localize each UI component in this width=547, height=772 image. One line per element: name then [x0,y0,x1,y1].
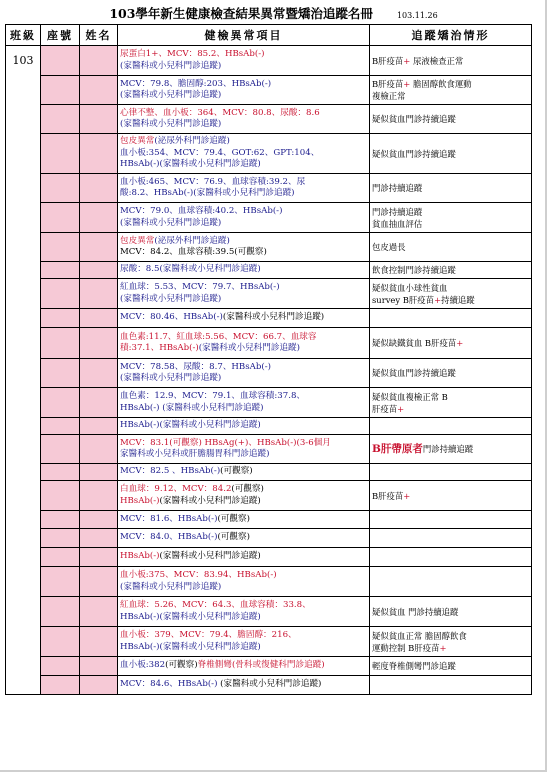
item-line [120,391,367,403]
tracking-cell [370,548,532,567]
item-text: HBsAb(-)(家醫科或小兒科門診追蹤) [120,420,261,431]
item-line [120,403,367,415]
abnormal-items-cell [118,328,370,359]
item-text: 血色素：12.9、MCV：79.1、血球容積:37.8、 [120,391,306,401]
tracking-text: 包皮過長 [372,242,406,252]
item-line [120,532,367,544]
item-line [120,294,367,306]
document-date: 103.11.26 [396,11,438,20]
table-row [6,309,532,328]
tracking-line [372,206,529,218]
tracking-text: 疑似貧血複檢正常 B [372,391,448,402]
abnormal-items-cell [118,262,370,279]
item-text: MCV：84.0、HBsAb(-) [120,532,218,543]
seat-cell-redacted [41,627,80,657]
abnormal-items-cell [118,464,370,481]
tracking-text: 疑似貧血 門診持續追蹤 [372,606,459,617]
seat-cell-redacted [41,105,80,134]
table-row [6,529,532,548]
item-line [120,612,367,624]
tracking-cell [370,481,532,511]
item-text: MCV：82.5 、HBsAb(-) [120,466,221,477]
table-row [6,481,532,511]
item-text: (家醫科或小兒科門診追蹤) [120,60,222,71]
followup-table [5,24,532,695]
tracking-cell [370,597,532,627]
table-row [6,105,532,134]
col-header-seat: 座號 [41,25,80,46]
tracking-cell [370,134,532,174]
table-row [6,134,532,174]
document-title [0,4,547,22]
name-cell-redacted [80,233,118,262]
seat-cell-redacted [41,657,80,676]
item-text: HBsAb(-)(家醫科或小兒科門診追蹤) [120,159,261,170]
tracking-line [372,113,529,125]
item-text: HBsAb(-)(家醫科或小兒科門診追蹤) [120,641,261,652]
item-text: (泌尿外科門診追蹤) [154,235,230,246]
tracking-text: + [403,490,411,501]
item-text: HBsAb(-)(家醫科或小兒科門診追蹤) [120,611,261,622]
tracking-line [372,630,529,642]
name-cell-redacted [80,359,118,388]
item-text: MCV：81.6、HBsAb(-) [120,513,218,524]
tracking-text: 複檢正常 [372,91,406,101]
seat-cell-redacted [41,174,80,203]
abnormal-items-cell [118,233,370,262]
tracking-cell [370,464,532,481]
item-text: 包皮異常 [120,136,155,147]
abnormal-items-cell [118,548,370,567]
tracking-cell [370,76,532,105]
item-line [120,218,367,230]
item-line [120,679,367,691]
seat-cell-redacted [41,328,80,359]
seat-cell-redacted [41,435,80,464]
abnormal-items-cell [118,309,370,328]
seat-cell-redacted [41,76,80,105]
item-text: MCV：80.46、HBsAb(-) [120,312,223,323]
abnormal-items-cell [118,279,370,309]
item-line [120,136,367,148]
seat-cell-redacted [41,418,80,435]
tracking-text: + [456,338,464,348]
tracking-text: 飲食控制門診持續追蹤 [372,265,456,275]
tracking-line [372,367,529,379]
abnormal-items-cell [118,359,370,388]
item-text: (家醫科或小兒科門診追蹤) [159,551,261,562]
tracking-cell [370,627,532,657]
item-line [120,332,367,344]
item-text: 紅血球：5.26、MCV：64.3、血球容積：33.8、 [120,600,311,610]
name-cell-redacted [80,435,118,464]
item-line [120,236,367,248]
abnormal-items-cell [118,597,370,627]
item-line [120,582,367,594]
name-cell-redacted [80,279,118,309]
tracking-text: 門診持續追蹤 [422,444,474,454]
abnormal-items-cell [118,529,370,548]
name-cell-redacted [80,203,118,233]
item-text: 尿蛋白1+、MCV：85.2、HBsAb(-) [120,49,265,59]
abnormal-items-cell [118,676,370,695]
tracking-cell [370,676,532,695]
seat-cell-redacted [41,511,80,529]
tracking-line [372,660,529,672]
tracking-text: 膽固醇飲食運動 [410,79,472,89]
name-cell-redacted [80,134,118,174]
header-row [6,25,532,46]
abnormal-items-cell [118,174,370,203]
item-text: (可觀察) [217,532,250,543]
abnormal-items-cell [118,76,370,105]
col-header-abnormal-items: 健檢異常項目 [118,25,370,46]
tracking-text: 肝疫苗 [372,403,398,414]
class-cell: 103 [6,46,41,695]
tracking-cell [370,262,532,279]
item-text: (家醫科或小兒科門診追蹤) [159,495,261,506]
tracking-text: 持續追蹤 [441,294,475,305]
item-line [120,90,367,102]
seat-cell-redacted [41,359,80,388]
name-cell-redacted [80,657,118,676]
seat-cell-redacted [41,203,80,233]
table-row [6,676,532,695]
tracking-text: 尿液檢查正常 [410,55,464,66]
abnormal-items-cell [118,105,370,134]
tracking-line [372,241,529,253]
item-line [120,362,367,374]
table-row [6,46,532,76]
table-row [6,464,532,481]
table-body [6,46,532,695]
tracking-text: B肝疫苗 [372,79,404,89]
item-text: HBsAb(-) [120,495,160,506]
tracking-text: + [397,403,405,414]
tracking-text: 疑似貧血正常 膽固醇飲食 [372,630,467,641]
item-text: 積:37.1、HBsAb(-) [120,343,199,353]
item-text: 脊椎側彎(骨科或復健科門診追蹤) [197,660,325,671]
tracking-line [372,294,529,306]
name-cell-redacted [80,76,118,105]
item-text: MCV：79.8、膽固醇:203、HBsAb(-) [120,78,272,89]
abnormal-items-cell [118,203,370,233]
tracking-line [372,282,529,294]
item-line [120,108,367,120]
name-cell-redacted [80,627,118,657]
item-text: HBsAb(-) (家醫科或小兒科門診追蹤) [120,402,264,413]
item-text: 血小板:382 [120,660,166,671]
item-line [120,466,367,478]
name-cell-redacted [80,676,118,695]
tracking-line [372,490,529,502]
table-row [6,279,532,309]
item-text: (可觀察) [217,513,250,524]
item-text: (家醫科或小兒科門診追蹤) [120,217,222,228]
table-row [6,511,532,529]
seat-cell-redacted [41,464,80,481]
tracking-cell [370,511,532,529]
col-header-tracking: 追蹤矯治情形 [370,25,532,46]
name-cell-redacted [80,529,118,548]
abnormal-items-cell [118,481,370,511]
item-line [120,438,367,450]
name-cell-redacted [80,464,118,481]
tracking-line [372,78,529,90]
item-line [120,570,367,582]
item-text: (家醫科或小兒科門診追蹤) [220,679,322,690]
tracking-line [372,90,529,102]
tracking-text: + [439,642,447,653]
table-row [6,233,532,262]
seat-cell-redacted [41,134,80,174]
item-text: 血小板:375、MCV：83.94、HBsAb(-) [120,570,277,580]
tracking-text: 貧血抽血評估 [372,218,423,229]
item-line [120,264,367,276]
item-line [120,188,367,200]
name-cell-redacted [80,262,118,279]
name-cell-redacted [80,481,118,511]
tracking-text: B肝帶原者 [372,443,423,455]
seat-cell-redacted [41,388,80,418]
tracking-cell [370,174,532,203]
tracking-line [372,148,529,160]
tracking-text: 疑似貧血小球性貧血 [372,282,448,293]
item-text: (家醫科或小兒科門診追蹤) [120,581,222,592]
item-line [120,514,367,526]
tracking-line [372,642,529,654]
col-header-class: 班級 [6,25,41,46]
item-line [120,449,367,461]
item-line [120,642,367,654]
item-text: 家醫科或小兒科或肝膽腸胃科門診追蹤) [120,449,270,459]
tracking-line [372,403,529,415]
name-cell-redacted [80,567,118,597]
abnormal-items-cell [118,627,370,657]
abnormal-items-cell [118,657,370,676]
abnormal-items-cell [118,511,370,529]
item-text: MCV：84.2、血球容積:39.5(可觀察) [120,247,267,257]
item-text: 尿酸：8.5(家醫科或小兒科門診追蹤) [120,264,261,275]
item-line [120,119,367,131]
item-text: (家醫科或小兒科門診追蹤) [222,312,325,323]
tracking-text: 輕度脊椎側彎門診追蹤 [372,661,456,671]
tracking-text: 疑似貧血門診持續追蹤 [372,368,456,378]
tracking-text: 門診持續追蹤 [372,183,423,193]
seat-cell-redacted [41,279,80,309]
item-line [120,177,367,189]
tracking-line [372,182,529,194]
tracking-line [372,337,529,349]
tracking-cell [370,328,532,359]
tracking-cell [370,529,532,548]
item-line [120,247,367,259]
item-line [120,630,367,642]
item-line [120,79,367,91]
seat-cell-redacted [41,46,80,76]
tracking-line [372,606,529,618]
item-line [120,373,367,385]
tracking-text: + [403,79,411,89]
tracking-text: + [403,55,411,66]
item-text: (泌尿外科門診追蹤) [154,136,230,147]
item-text: MCV：83.1(可觀察) HBsAg(+)、HBsAb(-)(3-6個月 [120,437,331,448]
tracking-cell [370,233,532,262]
tracking-cell [370,435,532,464]
seat-cell-redacted [41,481,80,511]
item-line [120,312,367,324]
item-text: 白血球：9.12、MCV：84.2 [120,484,232,494]
tracking-line [372,391,529,403]
item-line [120,496,367,508]
tracking-line [372,264,529,276]
name-cell-redacted [80,388,118,418]
tracking-text: + [434,294,442,305]
table-row [6,548,532,567]
name-cell-redacted [80,511,118,529]
tracking-cell [370,309,532,328]
tracking-cell [370,418,532,435]
item-text: 血色素:11.7、紅血球:5.56、MCV：66.7、血球容 [120,331,317,342]
tracking-cell [370,657,532,676]
name-cell-redacted [80,174,118,203]
table-row [6,567,532,597]
table-row [6,203,532,233]
tracking-text: 疑似缺鐵貧血 B肝疫苗 [372,338,457,348]
table-row [6,418,532,435]
name-cell-redacted [80,309,118,328]
seat-cell-redacted [41,233,80,262]
tracking-line [372,218,529,230]
tracking-cell [370,203,532,233]
table-row [6,627,532,657]
item-line [120,660,367,672]
table-row [6,328,532,359]
item-text: 包皮異常 [120,235,155,246]
tracking-text: B肝疫苗 [372,490,404,501]
seat-cell-redacted [41,262,80,279]
tracking-cell [370,567,532,597]
table-row [6,76,532,105]
tracking-cell [370,46,532,76]
title-text: 103學年新生健康檢查結果異常暨矯治追蹤名冊 [109,6,373,21]
table-row [6,435,532,464]
name-cell-redacted [80,418,118,435]
name-cell-redacted [80,328,118,359]
tracking-cell [370,359,532,388]
item-text: (家醫科或小兒科門診追蹤) [120,373,222,383]
item-text: (家醫科或小兒科門診追蹤) [198,343,301,353]
tracking-text: 疑似貧血門診持續追蹤 [372,114,456,124]
item-text: (家醫科或小兒科門診追蹤) [120,293,222,304]
item-text: 心律不整、血小板：364、MCV：80.8、尿酸：8.6 [120,107,320,118]
item-line [120,159,367,171]
item-text: 血小板:465、MCV：76.9、血球容積:39.2、尿 [120,176,306,187]
table-row [6,597,532,627]
name-cell-redacted [80,46,118,76]
tracking-line [372,55,529,67]
table-row [6,359,532,388]
item-text: (家醫科或小兒科門診追蹤) [120,90,222,100]
item-text: MCV：84.6、HBsAb(-) [120,679,221,690]
abnormal-items-cell [118,134,370,174]
item-text: 血小板:354、MCV：79.4、GOT:62、GPT:104、 [120,147,320,158]
tracking-text: survey B肝疫苗 [372,294,435,305]
seat-cell-redacted [41,548,80,567]
table-row [6,657,532,676]
tracking-text: 運動控制 B肝疫苗 [372,642,440,653]
abnormal-items-cell [118,388,370,418]
item-line [120,49,367,61]
item-text: MCV：78.58、尿酸：8.7、HBsAb(-) [120,361,271,372]
item-text: (可觀察) [165,660,198,671]
table-row [6,388,532,418]
item-line [120,420,367,432]
table-row [6,262,532,279]
seat-cell-redacted [41,567,80,597]
item-line [120,343,367,355]
item-line [120,61,367,73]
abnormal-items-cell [118,46,370,76]
name-cell-redacted [80,105,118,134]
seat-cell-redacted [41,676,80,695]
seat-cell-redacted [41,529,80,548]
tracking-cell [370,388,532,418]
item-text: MCV：79.0、血球容積:40.2、HBsAb(-) [120,206,283,216]
table-row [6,174,532,203]
tracking-cell [370,279,532,309]
seat-cell-redacted [41,309,80,328]
item-text: HBsAb(-) [120,551,160,562]
item-line [120,282,367,294]
col-header-name: 姓名 [80,25,118,46]
item-line [120,551,367,563]
tracking-text: 疑似貧血門診持續追蹤 [372,148,456,159]
item-line [120,600,367,612]
tracking-cell [370,105,532,134]
item-line [120,484,367,496]
name-cell-redacted [80,548,118,567]
tracking-line [372,443,529,455]
item-text: 紅血球：5.53、MCV：79.7、HBsAb(-) [120,282,280,292]
item-text: 血小板：379、MCV：79.4、膽固醇：216、 [120,630,297,640]
item-text: (可觀察) [220,466,253,477]
abnormal-items-cell [118,435,370,464]
tracking-text: 門診持續追蹤 [372,206,423,217]
item-text: (可觀察) [231,484,264,494]
name-cell-redacted [80,597,118,627]
abnormal-items-cell [118,567,370,597]
seat-cell-redacted [41,597,80,627]
item-text: 酸:8.2、HBsAb(-)(家醫科或小兒科門診追蹤) [120,188,295,198]
abnormal-items-cell [118,418,370,435]
item-line [120,148,367,160]
item-line [120,206,367,218]
tracking-text: B肝疫苗 [372,55,404,66]
item-text: (家醫科或小兒科門診追蹤) [120,119,222,129]
